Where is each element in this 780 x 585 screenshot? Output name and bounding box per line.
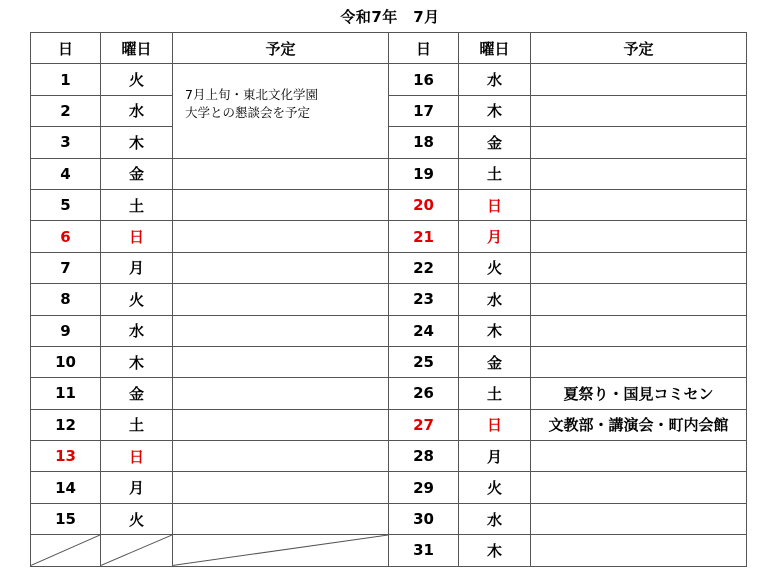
right-weekday-cell: 日: [459, 409, 531, 440]
right-day-cell: 23: [389, 284, 459, 315]
callout-line-1: 7月上旬・東北文化学園: [185, 87, 318, 103]
left-weekday-cell: 金: [101, 378, 173, 409]
right-plan-cell: [531, 158, 747, 189]
right-weekday-cell: 火: [459, 252, 531, 283]
left-day-cell: 11: [31, 378, 101, 409]
right-day-cell: 27: [389, 409, 459, 440]
right-weekday-cell: 土: [459, 158, 531, 189]
right-weekday-cell: 木: [459, 535, 531, 566]
calendar-table: [30, 32, 747, 567]
table-row: [31, 441, 747, 472]
table-row: [31, 158, 747, 189]
left-weekday-cell: 日: [101, 221, 173, 252]
left-day-cell: 10: [31, 346, 101, 377]
left-day-cell: 8: [31, 284, 101, 315]
right-plan-cell: [531, 252, 747, 283]
right-weekday-cell: 土: [459, 378, 531, 409]
left-plan-cell: [173, 221, 389, 252]
right-weekday-cell: 月: [459, 221, 531, 252]
left-weekday-cell: 日: [101, 441, 173, 472]
left-weekday-cell: 金: [101, 158, 173, 189]
left-day-cell: 9: [31, 315, 101, 346]
table-row: [31, 535, 747, 566]
right-plan-cell: [531, 441, 747, 472]
header-plan-right: 予定: [531, 33, 747, 64]
right-plan-cell: [531, 64, 747, 95]
left-weekday-cell: 木: [101, 346, 173, 377]
left-weekday-cell: 水: [101, 95, 173, 126]
left-plan-cell: [173, 315, 389, 346]
right-plan-cell: [531, 221, 747, 252]
right-day-cell: 18: [389, 127, 459, 158]
table-row: [31, 284, 747, 315]
right-weekday-cell: 月: [459, 441, 531, 472]
right-day-cell: 28: [389, 441, 459, 472]
right-plan-cell: [531, 315, 747, 346]
left-plan-cell: [173, 472, 389, 503]
right-day-cell: 30: [389, 503, 459, 534]
left-day-cell: 3: [31, 127, 101, 158]
callout-line-2: 大学との懇談会を予定: [185, 105, 311, 121]
table-row: [31, 315, 747, 346]
table-row: [31, 127, 747, 158]
table-row: [31, 346, 747, 377]
table-row: [31, 189, 747, 220]
left-day-cell: 1: [31, 64, 101, 95]
table-row: [31, 503, 747, 534]
diagonal-slash-icon: [101, 535, 172, 565]
right-weekday-cell: 水: [459, 503, 531, 534]
plan-callout: [181, 86, 322, 122]
header-plan-left: 予定: [173, 33, 389, 64]
right-day-cell: 25: [389, 346, 459, 377]
right-weekday-cell: 木: [459, 95, 531, 126]
left-weekday-cell: 土: [101, 409, 173, 440]
right-weekday-cell: 水: [459, 284, 531, 315]
right-weekday-cell: 金: [459, 127, 531, 158]
empty-slash-cell: [173, 535, 389, 566]
left-plan-cell: [173, 284, 389, 315]
right-day-cell: 19: [389, 158, 459, 189]
right-weekday-cell: 木: [459, 315, 531, 346]
right-day-cell: 17: [389, 95, 459, 126]
right-plan-cell: [531, 346, 747, 377]
left-day-cell: 14: [31, 472, 101, 503]
header-day-left: 日: [31, 33, 101, 64]
right-plan-cell: 夏祭り・国見コミセン: [531, 378, 747, 409]
table-row: [31, 378, 747, 409]
left-weekday-cell: 火: [101, 284, 173, 315]
right-day-cell: 20: [389, 189, 459, 220]
right-day-cell: 22: [389, 252, 459, 283]
left-plan-cell: [173, 378, 389, 409]
table-row: [31, 221, 747, 252]
header-weekday-left: 曜日: [101, 33, 173, 64]
header-day-right: 日: [389, 33, 459, 64]
left-plan-cell: [173, 252, 389, 283]
right-weekday-cell: 金: [459, 346, 531, 377]
left-day-cell: 2: [31, 95, 101, 126]
left-day-cell: 5: [31, 189, 101, 220]
right-weekday-cell: 火: [459, 472, 531, 503]
left-plan-cell: [173, 441, 389, 472]
right-day-cell: 26: [389, 378, 459, 409]
diagonal-slash-icon: [31, 535, 100, 565]
table-row: [31, 64, 747, 95]
table-row: [31, 472, 747, 503]
left-day-cell: 4: [31, 158, 101, 189]
header-weekday-right: 曜日: [459, 33, 531, 64]
left-day-cell: 7: [31, 252, 101, 283]
table-row: [31, 252, 747, 283]
left-day-cell: 12: [31, 409, 101, 440]
right-plan-cell: [531, 284, 747, 315]
left-weekday-cell: 火: [101, 503, 173, 534]
right-plan-cell: [531, 535, 747, 566]
page-title: 令和7年 7月: [340, 8, 440, 26]
table-row: [31, 409, 747, 440]
right-day-cell: 29: [389, 472, 459, 503]
left-weekday-cell: 木: [101, 127, 173, 158]
left-plan-cell: [173, 189, 389, 220]
left-day-cell: 15: [31, 503, 101, 534]
empty-slash-cell: [31, 535, 101, 566]
left-weekday-cell: 火: [101, 64, 173, 95]
right-plan-cell: [531, 503, 747, 534]
left-day-cell: 6: [31, 221, 101, 252]
right-day-cell: 21: [389, 221, 459, 252]
diagonal-slash-icon: [173, 535, 388, 565]
left-plan-cell: [173, 158, 389, 189]
right-plan-cell: [531, 189, 747, 220]
right-plan-cell: [531, 127, 747, 158]
left-plan-merged-cell: [173, 64, 389, 158]
left-weekday-cell: 月: [101, 472, 173, 503]
left-plan-cell: [173, 503, 389, 534]
left-weekday-cell: 土: [101, 189, 173, 220]
right-plan-cell: 文教部・講演会・町内会館: [531, 409, 747, 440]
left-weekday-cell: 月: [101, 252, 173, 283]
left-plan-cell: [173, 346, 389, 377]
left-plan-cell: [173, 409, 389, 440]
right-weekday-cell: 水: [459, 64, 531, 95]
right-day-cell: 16: [389, 64, 459, 95]
right-day-cell: 31: [389, 535, 459, 566]
right-day-cell: 24: [389, 315, 459, 346]
table-row: [31, 95, 747, 126]
right-plan-cell: [531, 95, 747, 126]
left-day-cell: 13: [31, 441, 101, 472]
empty-slash-cell: [101, 535, 173, 566]
right-plan-cell: [531, 472, 747, 503]
header-row: [31, 33, 747, 64]
right-weekday-cell: 日: [459, 189, 531, 220]
left-weekday-cell: 水: [101, 315, 173, 346]
